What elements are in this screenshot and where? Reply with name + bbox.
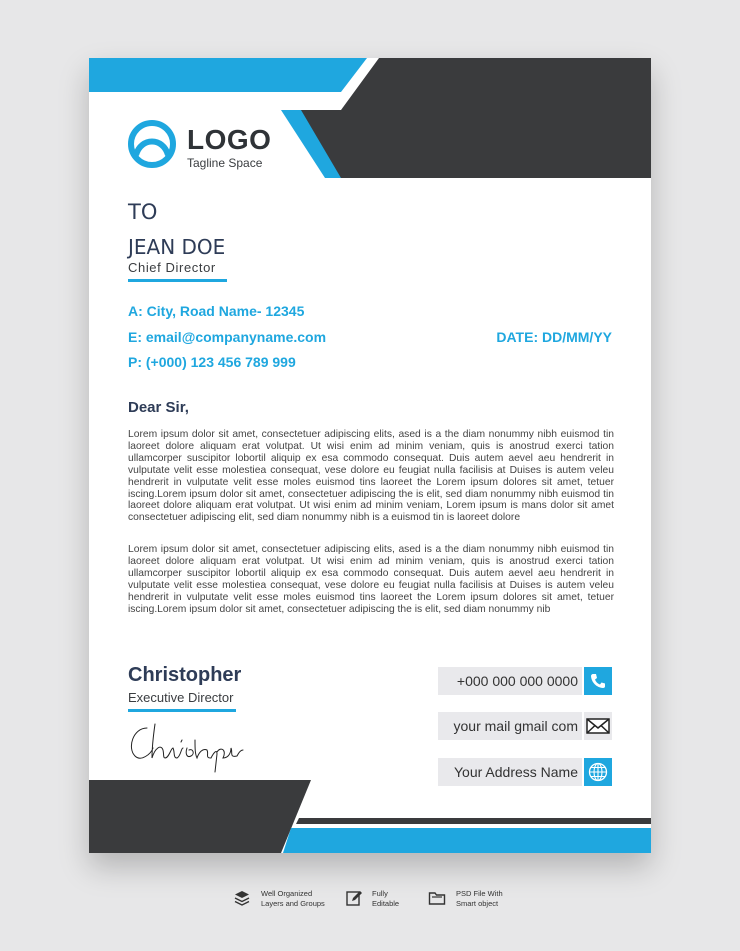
to-label: TO [128, 200, 158, 224]
email-line: E: email@companyname.com [128, 329, 327, 345]
body-paragraph-1: Lorem ipsum dolor sit amet, consectetuer adipiscing elits, ased is a the diam nonummy nibh euismod tin laoreet dolore aliquam erat volutpat. Ut wisi enim ad minim veniam, quis is anostrud exerci tation ullamcorper suscipitor lobortil aliquip ex esa commodo consequat. Duis autem aevel aeu hendrerit in vulputate velit esse molestiea consequat, vese dolore eu feugiat nulla facilisis at Duises is autem veleu hendrerit in vulputate velit esse moles euismod tins laoreet the Lorem ipsum dolores sit amet, tetuer iscing.Lorem ipsum dolor sit amet, consectetuer adipiscing the is elit, sed diam nonummy nibh euismod tin laoreet dolore aliquam erat volutpat. Ut wisi enim ad minim veniam, Lorem ipsum is mans dolor sit amet consectetuer adipiscing elit, sed diam nonummy nibh is a euismod tin is laoreet dolore [128, 429, 614, 524]
sender-underline [128, 709, 236, 712]
recipient-title: Chief Director [128, 260, 216, 275]
envelope-icon [584, 712, 612, 740]
globe-icon [584, 758, 612, 786]
phone-line: P: (+000) 123 456 789 999 [128, 354, 296, 370]
feature-psd: PSD File With Smart object [456, 889, 503, 908]
info-row-phone [438, 667, 612, 695]
handwritten-signature [125, 718, 245, 774]
bottom-right-accent-bar [283, 828, 651, 853]
address-line: A: City, Road Name- 12345 [128, 303, 305, 319]
letterhead-sheet [89, 58, 651, 853]
info-row-address [438, 758, 612, 786]
feature-layers: Well Organized Layers and Groups [261, 889, 325, 908]
top-left-accent-bar [89, 58, 367, 92]
bottom-right-dark-stripe [296, 818, 651, 824]
recipient-name: JEAN DOE [128, 235, 226, 259]
sender-title: Executive Director [128, 690, 234, 705]
tagline: Tagline Space [187, 156, 263, 170]
date-line: DATE: DD/MM/YY [496, 329, 612, 345]
sender-name: Christopher [128, 664, 242, 686]
email-box: your mail gmail com [438, 712, 582, 740]
folder-icon [428, 889, 446, 907]
layers-icon [233, 889, 251, 907]
info-row-email [438, 712, 612, 740]
features-footer [0, 889, 740, 919]
feature-editable: Fully Editable [372, 889, 400, 908]
logo-icon [127, 119, 177, 169]
phone-icon [584, 667, 612, 695]
phone-box: +000 000 000 0000 [438, 667, 582, 695]
logo-text: LOGO [187, 124, 272, 155]
edit-icon [345, 889, 363, 907]
address-box: Your Address Name [438, 758, 582, 786]
top-right-dark-block [301, 58, 651, 178]
body-paragraph-2: Lorem ipsum dolor sit amet, consectetuer adipiscing elits, ased is a the diam nonummy nibh euismod tin laoreet dolore aliquam erat volutpat. Ut wisi enim ad minim veniam, quis is anostrud exerci tation ullamcorper suscipitor lobortil aliquip ex esa commodo consequat. Duis autem aevel aeu hendrerit in vulputate velit esse molestiea consequat, vese dolore eu feugiat nulla facilisis at Duises is autem veleu hendrerit in vulputate velit esse moles euismod tins laoreet the Lorem ipsum dolores sit amet, tetuer iscing.Lorem ipsum dolor sit amet, consectetuer adipiscing the is elit, sed diam nonummy nib [128, 544, 614, 615]
salutation: Dear Sir, [128, 399, 189, 416]
bottom-left-dark-block [89, 780, 311, 853]
recipient-underline [128, 279, 227, 282]
